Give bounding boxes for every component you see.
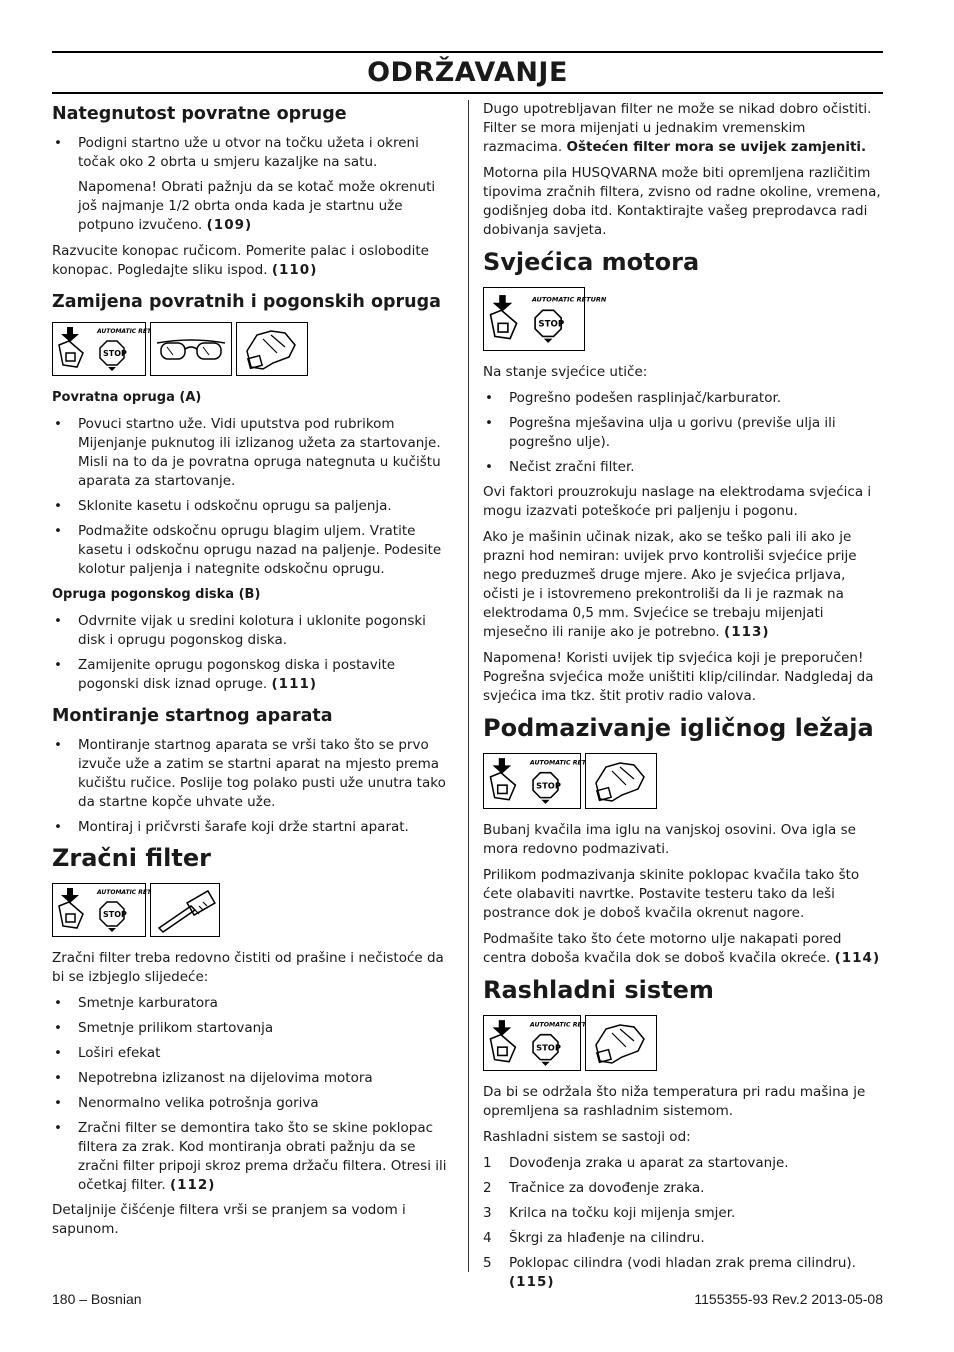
bullet-item: • Smetnje prilikom startovanja (52, 1019, 454, 1038)
bullet-item: • Podigni startno uže u otvor na točku užeta i okreni točak oko 2 obrta u smjeru kazaljke na satu. (52, 134, 454, 172)
list-item: 1 Dovođenja zraka u aparat za startovanje. (483, 1155, 789, 1171)
bullet-item: • Zamijenite oprugu pogonskog diska i postavite pogonski disk iznad opruge. (111) (52, 656, 454, 694)
paragraph: Detaljnije čišćenje filtera vrši se pranjem sa vodom i sapunom. (52, 1202, 406, 1237)
paragraph: Da bi se održala što niža temperatura pri radu mašina je opremljena sa rashladnim sistemom. (483, 1084, 866, 1119)
footer-doc-id: 1155355-93 Rev.2 2013-05-08 (694, 1291, 883, 1307)
heading-zracni-filter: Zračni filter (52, 844, 211, 872)
paragraph: Bubanj kvačila ima iglu na vanjskoj osovini. Ova igla se mora redovno podmazivati. (483, 822, 856, 857)
figure-ref: (115) (509, 1274, 555, 1290)
svg-text:STOP: STOP (536, 780, 561, 791)
safety-icons (483, 1015, 883, 1071)
bullet-item: • Pogrešno podešen rasplinjač/karburator. (483, 389, 883, 408)
bullet-item: • Povuci startno uže. Vidi uputstva pod rubrikom Mijenjanje puknutog ili izlizanog užeta za startovanje. Misli na to da je povratna opruga nategnuta u kučištu aparata za startovanje. (52, 415, 454, 491)
svg-text:AUTOMATIC RETURN: AUTOMATIC RETURN (531, 295, 607, 304)
bullet-item: • Smetnje karburatora (52, 994, 454, 1013)
heading-rashladni: Rashladni sistem (483, 976, 714, 1004)
note-paragraph: Napomena! Obrati pažnju da se kotač može okrenuti još najmanje 1/2 obrta onda kada je startnu uže potpuno izvučeno. (109) (78, 179, 436, 233)
footer-page-number: 180 – Bosnian (52, 1291, 142, 1307)
bullet-item: • Nepotrebna izlizanost na dijelovima motora (52, 1069, 454, 1088)
figure-ref: (114) (834, 950, 881, 966)
paragraph: Prilikom podmazivanja skinite poklopac kvačila tako što ćete olabaviti navrtke. Postavite testeru tako da leši postrance dok je doboš kvačila okrenut nagore. (483, 867, 860, 921)
safety-icons (52, 322, 454, 376)
list-item: 2 Tračnice za dovođenje zraka. (483, 1180, 705, 1196)
paragraph: Na stanje svjećice utiče: (483, 364, 648, 380)
bullet-item: • Podmažite odskočnu oprugu blagim uljem. Vratite kasetu i odskočnu oprugu nazad na paljenje. Podesite kolotur paljenja i nategnite odskočnu oprugu. (52, 522, 454, 579)
column-divider (468, 100, 469, 1272)
brush-icon (150, 883, 220, 937)
figure-ref: (111) (271, 676, 318, 692)
bullet-item: • Montiraj i pričvrsti šarafe koji drže startni aparat. (52, 818, 454, 837)
bullet-item: • Montiranje startnog aparata se vrši tako što se prvo izvuče uže a zatim se startni aparat na mjesto prema kučištu ručice. Poslije tog polako pusti uže unutra tako da startne kopče uhvate uže. (52, 736, 454, 812)
bullet-item: • Sklonite kasetu i odskočnu oprugu sa paljenja. (52, 497, 454, 516)
paragraph: Ako je mašinin učinak nizak, ako se teško pali ili ako je prazni hod nemiran: uvijek prvo kontroliši svjećice prije nego preduzmeš druge mjere. Ako je svjećica prljava, očisti je i istovremeno prekontroliši da li je razmak na elektrodama 0,5 mm. Svjećice se trebaju mijenjati mjesečno ili ranije ako je potrebno. (113) (483, 529, 857, 640)
auto-return-stop-icon (483, 287, 607, 351)
svg-text:STOP: STOP (103, 349, 127, 358)
figure-ref: (110) (271, 262, 318, 278)
paragraph: Napomena! Koristi uvijek tip svjećica koji je preporučen! Pogrešna svjećica može uništiti klip/cilindar. Nadgledaj da svjećica ima tkz. štit protiv radio valova. (483, 650, 874, 704)
safety-icons (483, 287, 883, 351)
heading-nategnutost: Nategnutost povratne opruge (52, 104, 347, 124)
list-item: 3 Krilca na točku koji mijenja smjer. (483, 1205, 736, 1221)
glove-icon (585, 753, 657, 809)
glove-icon (236, 322, 308, 376)
bullet-item: • Pogrešna mješavina ulja u gorivu (previše ulja ili pogrešno ulje). (483, 414, 883, 452)
bullet-item: • Zračni filter se demontira tako što se skine poklopac filtera za zrak. Kod montiranja obrati pažnju da se zračni filter pripoji skroz prema držaču filtera. Otresi ili očetkaj filter. (112) (52, 1119, 454, 1195)
page-title: ODRŽAVANJE (367, 57, 568, 88)
figure-ref: (109) (206, 217, 253, 233)
bullet-item: • Nečist zračni filter. (483, 458, 883, 477)
glove-icon (585, 1015, 657, 1071)
figure-ref: (113) (724, 624, 770, 640)
heading-podmazivanje: Podmazivanje igličnog ležaja (483, 714, 874, 742)
heading-montiranje: Montiranje startnog aparata (52, 706, 333, 726)
figure-ref: (112) (169, 1177, 216, 1193)
bullet-item: • Odvrnite vijak u sredini kolotura i uklonite pogonski disk i oprugu pogonskog diska. (52, 612, 454, 650)
title-rule (52, 92, 883, 94)
paragraph: Podmašite tako što ćete motorno ulje nakapati pored centra doboša kvačila dok se doboš kvačila okreće. (114) (483, 931, 881, 966)
auto-return-stop-icon (483, 753, 602, 809)
right-column (483, 100, 883, 1298)
label-opruga-diska: Opruga pogonskog diska (B) (52, 587, 261, 602)
svg-text:STOP: STOP (538, 319, 565, 330)
svg-text:AUTOMATIC RETURN: AUTOMATIC RETURN (529, 1021, 602, 1029)
svg-text:STOP: STOP (536, 1042, 561, 1053)
svg-text:STOP: STOP (103, 910, 127, 919)
svg-text:AUTOMATIC RETURN: AUTOMATIC RETURN (97, 889, 166, 896)
bullet-item: • Nenormalno velika potrošnja goriva (52, 1094, 454, 1113)
paragraph: Ovi faktori prouzrokuju naslage na elektrodama svjećica i mogu izazvati poteškoće pri paljenju i pogonu. (483, 484, 872, 519)
paragraph: Rashladni sistem se sastoji od: (483, 1129, 691, 1145)
safety-icons (483, 753, 883, 809)
label-povratna-opruga: Povratna opruga (A) (52, 390, 202, 405)
paragraph: Razvucite konopac ručicom. Pomerite palac i oslobodite konopac. Pogledajte sliku ispod. (110) (52, 243, 429, 278)
list-item: 4 Škrgi za hlađenje na cilindru. (483, 1230, 705, 1246)
paragraph: Dugo upotrebljavan filter ne može se nikad dobro očistiti. Filter se mora mijenjati u jednakim vremenskim razmacima. Oštećen filter mora se uvijek zamjeniti. (483, 101, 872, 155)
safety-icons (52, 883, 454, 937)
svg-text:AUTOMATIC RETURN: AUTOMATIC RETURN (529, 759, 602, 767)
bullet-item: • Loširi efekat (52, 1044, 454, 1063)
left-column (52, 100, 454, 1246)
list-item: 5 Poklopac cilindra (vodi hladan zrak prema cilindru). (115) (483, 1255, 856, 1290)
auto-return-stop-icon (52, 322, 166, 376)
goggles-icon (150, 322, 232, 376)
heading-svjecica: Svjećica motora (483, 248, 700, 276)
svg-text:AUTOMATIC RETURN: AUTOMATIC RETURN (97, 328, 166, 335)
top-rule (52, 51, 883, 53)
auto-return-stop-icon (52, 883, 166, 937)
paragraph: Motorna pila HUSQVARNA može biti opremljena različitim tipovima zračnih filtera, zvisno od radne okoline, vremena, godišnjeg doba itd. Kontaktirajte vašeg preprodavca radi dobivanja savjeta. (483, 165, 881, 238)
heading-zamijena: Zamijena povratnih i pogonskih opruga (52, 292, 441, 312)
auto-return-stop-icon (483, 1015, 602, 1071)
paragraph: Zračni filter treba redovno čistiti od prašine i nečistoće da bi se izbjeglo slijedeće: (52, 950, 444, 985)
